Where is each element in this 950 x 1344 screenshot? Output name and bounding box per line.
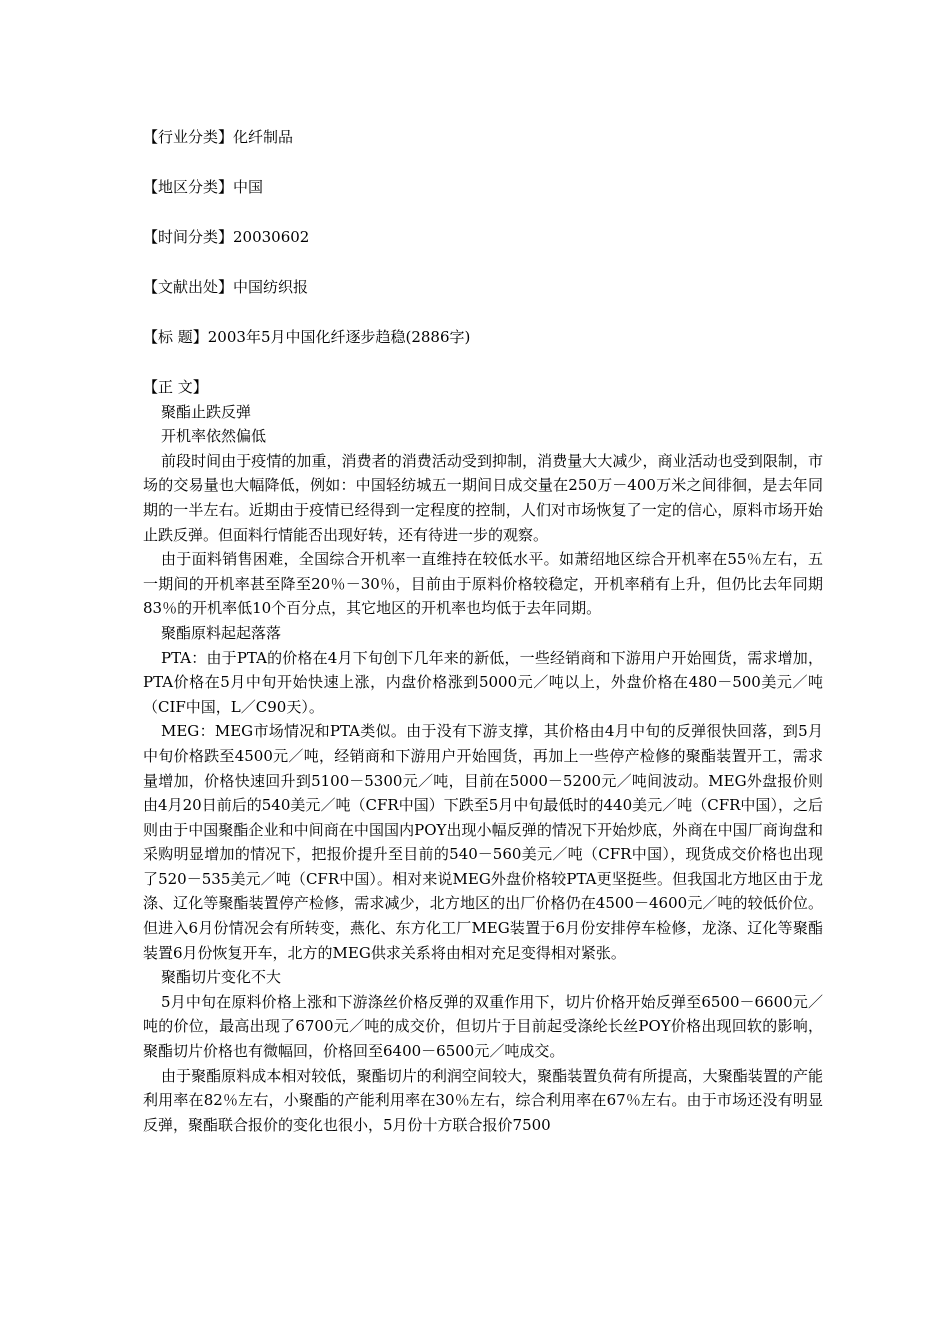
industry-category: 【行业分类】化纤制品: [143, 128, 294, 146]
time-category: 【时间分类】20030602: [143, 228, 310, 246]
article-title: 【标 题】2003年5月中国化纤逐步趋稳(2886字): [143, 328, 471, 346]
region-category: 【地区分类】中国: [143, 178, 264, 196]
section-heading: 聚酯切片变化不大: [161, 968, 282, 987]
section-heading: 聚酯止跌反弹: [161, 402, 252, 421]
paragraph: MEG：MEG市场情况和PTA类似。由于没有下游支撑，其价格由4月中旬的反弹很快回落，到5月中旬价格跌至4500元／吨，经销商和下游用户开始囤货，再加上一些停产检修的聚酯装置开工，需求量增加，价格快速回升到5100－5300元／吨，目前在5000－5200元／吨间波动。MEG外盘报价则由4月20日前后的540美元／吨（CFR中国）下跌至5月中旬最低时的440美元／吨（CFR中国），之后则由于中国聚酯企业和中间商在中国国内POY出现小幅反弹的情况下开始炒底，外商在中国厂商询盘和采购明显增加的情况下，把报价提升至目前的540－560美元／吨（CFR中国），现货成交价格也出现了520－535美元／吨（CFR中国）。相对来说MEG外盘价格较PTA更坚挺些。但我国北方地区由于龙涤、辽化等聚酯装置停产检修，需求减少，北方地区的出厂价格仍在4500－4600元／吨的较低价位。但进入6月份情况会有所转变，燕化、东方化工厂MEG装置于6月份安排停车检修，龙涤、辽化等聚酯装置6月份恢复开车，北方的MEG供求关系将由相对充足变得相对紧张。: [143, 722, 823, 962]
paragraph: PTA：由于PTA的价格在4月下旬创下几年来的新低，一些经销商和下游用户开始囤货，需求增加，PTA价格在5月中旬开始快速上涨，内盘价格涨到5000元／吨以上，外盘价格在480－500美元／吨（CIF中国，L／C90天）。: [143, 648, 823, 716]
paragraph: 5月中旬在原料价格上涨和下游涤丝价格反弹的双重作用下，切片价格开始反弹至6500－6600元／吨的价位，最高出现了6700元／吨的成交价，但切片于目前起受涤纶长丝POY价格出现回软的影响，聚酯切片价格也有微幅回，价格回至6400－6500元／吨成交。: [143, 992, 823, 1061]
paragraph: 由于聚酯原料成本相对较低，聚酯切片的利润空间较大，聚酯装置负荷有所提高，大聚酯装置的产能利用率在82％左右，小聚酯的产能利用率在30％左右，综合利用率在67％左右。由于市场还没有明显反弹，聚酯联合报价的变化也很小，5月份十方联合报价7500: [143, 1066, 823, 1134]
paragraph: 前段时间由于疫情的加重，消费者的消费活动受到抑制，消费量大大减少，商业活动也受到限制，市场的交易量也大幅降低，例如：中国轻纺城五一期间日成交量在250万－400万米之间徘徊，是去年同期的一半左右。近期由于疫情已经得到一定程度的控制，人们对市场恢复了一定的信心，原料市场开始止跌反弹。但面料行情能否出现好转，还有待进一步的观察。: [143, 451, 823, 544]
section-subheading: 开机率依然偏低: [161, 427, 267, 446]
article-body: [143, 375, 823, 1137]
document-source: 【文献出处】中国纺织报: [143, 278, 309, 296]
body-label: 【正 文】: [143, 378, 208, 396]
section-heading: 聚酯原料起起落落: [161, 623, 282, 642]
paragraph: 由于面料销售困难，全国综合开机率一直维持在较低水平。如萧绍地区综合开机率在55％左右，五一期间的开机率甚至降至20％－30％，目前由于原料价格较稳定，开机率稍有上升，但仍比去年同期83％的开机率低10个百分点，其它地区的开机率也均低于去年同期。: [143, 550, 823, 618]
